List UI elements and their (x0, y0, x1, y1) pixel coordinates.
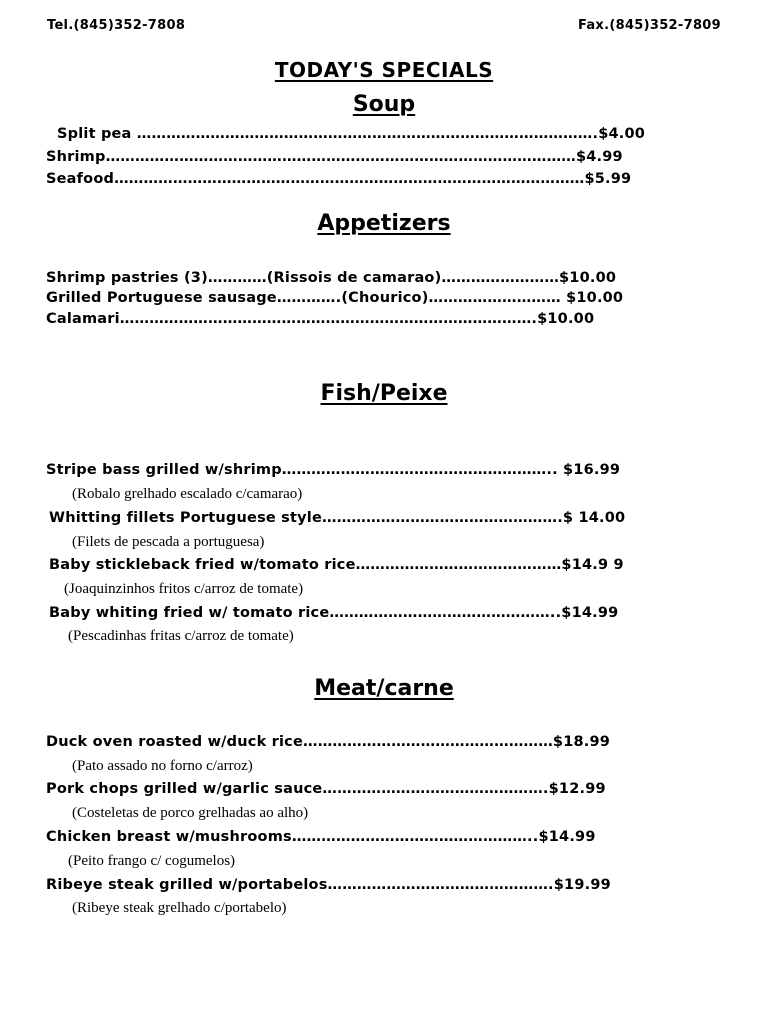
appetizers-heading: Appetizers (317, 211, 451, 236)
menu-item: Shrimp……………………………………………………………………………………$4.99 (46, 149, 623, 165)
menu-item: Baby whiting fried w/ tomato rice………………………………………..$14.99 (49, 605, 619, 621)
menu-item-translation: (Filets de pescada a portuguesa) (72, 534, 265, 550)
menu-item: Grilled Portuguese sausage………….(Chourico)……………………… $10.00 (46, 290, 624, 306)
menu-item-translation: (Peito frango c/ cogumelos) (68, 853, 236, 869)
soup-heading: Soup (352, 92, 416, 117)
menu-item: Split pea ………………………………………………………………………………….$4.00 (57, 126, 646, 142)
menu-item-translation: (Ribeye steak grelhado c/portabelo) (72, 900, 287, 916)
menu-item: Calamari………………………………………………………………………….$10.00 (46, 311, 595, 327)
meat-heading: Meat/carne (314, 676, 454, 701)
phone-number: Tel.(845)352-7808 (47, 18, 186, 33)
menu-item: Chicken breast w/mushrooms…………………………………………..$14.99 (46, 829, 596, 845)
menu-item: Shrimp pastries (3)…………(Rissois de camarao)……………………$10.00 (46, 270, 617, 286)
menu-item: Duck oven roasted w/duck rice……………………………………………$18.99 (46, 734, 611, 750)
menu-item-translation: (Pescadinhas fritas c/arroz de tomate) (68, 628, 294, 644)
menu-item: Baby stickleback fried w/tomato rice……………………………………$14.9 9 (49, 557, 624, 573)
menu-item-translation: (Robalo grelhado escalado c/camarao) (72, 486, 303, 502)
menu-item: Pork chops grilled w/garlic sauce……………………………………….$12.99 (46, 781, 606, 797)
fish-heading: Fish/Peixe (320, 381, 448, 406)
menu-item-translation: (Costeletas de porco grelhadas ao alho) (72, 805, 309, 821)
menu-item: Stripe bass grilled w/shrimp……………………………………………….. $16.99 (46, 462, 621, 478)
menu-item: Ribeye steak grilled w/portabelos……………………………………….$19.99 (46, 877, 611, 893)
page-title: TODAY'S SPECIALS (274, 58, 494, 82)
menu-item: Whitting fillets Portuguese style………………………………………….$ 14.00 (49, 510, 626, 526)
menu-item-translation: (Pato assado no forno c/arroz) (72, 758, 253, 774)
menu-item: Seafood……………………………………………………………………………………$5.99 (46, 171, 632, 187)
fax-number: Fax.(845)352-7809 (577, 18, 721, 33)
menu-item-translation: (Joaquinzinhos fritos c/arroz de tomate) (64, 581, 304, 597)
